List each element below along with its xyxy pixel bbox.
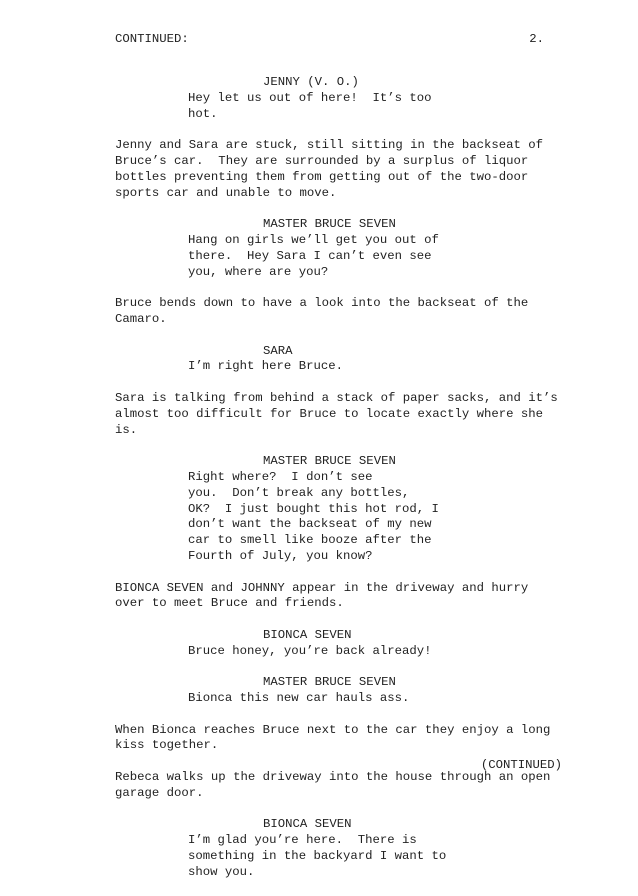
character-cue: MASTER BRUCE SEVEN xyxy=(263,454,396,469)
action-line: When Bionca reaches Bruce next to the car they enjoy a long kiss together. xyxy=(115,722,551,753)
dialogue: Bionca this new car hauls ass. xyxy=(188,691,410,706)
character-cue: BIONCA SEVEN xyxy=(263,627,352,642)
dialogue: I’m glad you’re here. There is something in the backyard I want to show you. xyxy=(188,833,447,879)
dialogue: Hey let us out of here! It’s too hot. xyxy=(188,90,432,121)
continued-footer: (CONTINUED) xyxy=(480,758,562,772)
page-number: 2. xyxy=(529,32,544,46)
character-cue: MASTER BRUCE SEVEN xyxy=(263,675,396,690)
action-line: Sara is talking from behind a stack of paper sacks, and it’s almost too difficult for Bruce to locate exactly where she is. xyxy=(115,390,558,437)
action-line: BIONCA SEVEN and JOHNNY appear in the driveway and hurry over to meet Bruce and friends. xyxy=(115,580,529,611)
action-line: Rebeca walks up the driveway into the house through an open garage door. xyxy=(115,770,551,800)
continued-header: CONTINUED: xyxy=(115,32,189,46)
character-cue: MASTER BRUCE SEVEN xyxy=(263,217,396,232)
dialogue: Hang on girls we’ll get you out of there. Hey Sara I can’t even see you, where are you? xyxy=(188,232,439,279)
dialogue: I’m right here Bruce. xyxy=(188,359,343,374)
action-line: Bruce bends down to have a look into the backseat of the Camaro. xyxy=(115,296,529,326)
character-cue: BIONCA SEVEN xyxy=(263,817,352,832)
character-cue: SARA xyxy=(263,343,293,358)
action-line: Jenny and Sara are stuck, still sitting in the backseat of Bruce’s car. They are surrounded by a surplus of liquor bottles preventing them from getting out of the two-door sports car and unable to move. xyxy=(115,138,544,200)
dialogue: Right where? I don’t see you. Don’t break any bottles, OK? I just bought this hot rod, I don’t want the backseat of my new car to smell like booze after the Fourth of July, you know? xyxy=(188,469,439,563)
dialogue: Bruce honey, you’re back already! xyxy=(188,643,432,658)
character-cue: JENNY (V. O.) xyxy=(263,75,359,89)
